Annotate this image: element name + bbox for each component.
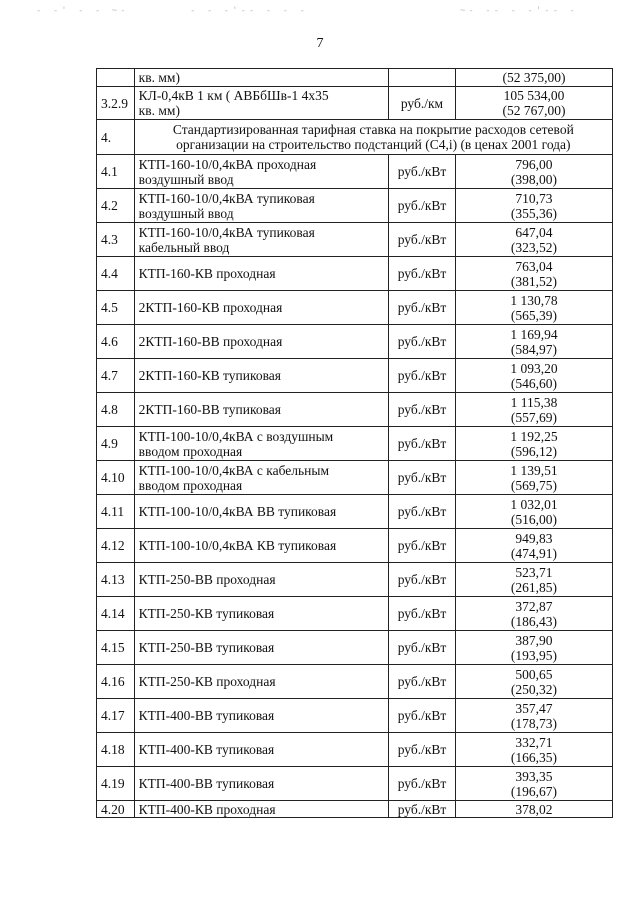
- row-unit: руб./кВт: [389, 189, 456, 223]
- row-number: 4.16: [97, 665, 135, 699]
- row-value: [455, 699, 612, 733]
- row-name-line: КТП-100-10/0,4кВА с кабельным: [138, 462, 330, 478]
- row-name: [134, 529, 388, 563]
- row-value: [455, 563, 612, 597]
- row-name: [134, 563, 388, 597]
- row-number: 4.4: [97, 257, 135, 291]
- row-name: [134, 665, 388, 699]
- row-value: [455, 597, 612, 631]
- row-number: 4.14: [97, 597, 135, 631]
- row-name: [134, 291, 388, 325]
- row-value-main: 387,90: [515, 632, 553, 648]
- row-name-line: КТП-250-ВВ тупиковая: [138, 640, 275, 655]
- row-value: [455, 291, 612, 325]
- row-unit: руб./кВт: [389, 393, 456, 427]
- row-number: 4.20: [97, 801, 135, 818]
- row-value: [455, 87, 612, 120]
- row-name: [134, 325, 388, 359]
- row-name-line: КТП-250-КВ тупиковая: [138, 606, 275, 621]
- table-row: [97, 733, 613, 767]
- scan-noise: - -' - - ~-: [36, 6, 129, 16]
- row-value-secondary: (565,39): [510, 307, 558, 323]
- row-name-line: КТП-160-10/0,4кВА тупиковая: [138, 190, 315, 206]
- row-value-secondary: (584,97): [510, 341, 558, 357]
- tariff-table: [96, 68, 613, 818]
- row-name: [134, 427, 388, 461]
- row-name: [134, 801, 388, 818]
- row-value-main: 523,71: [515, 564, 553, 580]
- row-name: кв. мм): [134, 69, 388, 87]
- row-value-secondary: (178,73): [510, 715, 558, 731]
- row-name-line: кв. мм): [138, 103, 180, 118]
- row-value-main: 500,65: [515, 666, 553, 682]
- row-name-line: КТП-100-10/0,4кВА ВВ тупиковая: [138, 504, 337, 519]
- row-unit: руб./км: [389, 87, 456, 120]
- row-name-line: 2КТП-160-КВ проходная: [138, 300, 283, 315]
- table-row: [97, 597, 613, 631]
- row-name: [134, 461, 388, 495]
- row-number: 4.2: [97, 189, 135, 223]
- row-value-secondary: (516,00): [510, 511, 558, 527]
- row-name-line: КТП-400-ВВ тупиковая: [138, 776, 275, 791]
- section-title-line: Стандартизированная тарифная ставка на покрытие расходов сетевой: [172, 122, 574, 137]
- row-number: 4.11: [97, 495, 135, 529]
- row-value-main: 1 130,78: [510, 292, 558, 308]
- section-number: 4.: [97, 120, 135, 155]
- row-name-line: вводом проходная: [138, 443, 243, 459]
- table-row: [97, 325, 613, 359]
- row-name-line: 2КТП-160-ВВ тупиковая: [138, 402, 281, 417]
- row-value-secondary: (569,75): [510, 477, 558, 493]
- row-unit: руб./кВт: [389, 767, 456, 801]
- row-name: [134, 155, 388, 189]
- row-value: [455, 529, 612, 563]
- row-name-line: КТП-160-10/0,4кВА проходная: [138, 156, 317, 172]
- row-name-line: кабельный ввод: [138, 239, 230, 255]
- row-name: [134, 393, 388, 427]
- table-row: [97, 665, 613, 699]
- row-unit: руб./кВт: [389, 155, 456, 189]
- scan-noise: ~- -- - -'-- -: [460, 6, 578, 16]
- row-value-secondary: (261,85): [510, 579, 558, 595]
- row-name: [134, 597, 388, 631]
- table-row: [97, 359, 613, 393]
- row-value-secondary: (250,32): [510, 681, 558, 697]
- row-value-main: 378,02: [515, 801, 553, 817]
- row-unit: руб./кВт: [389, 359, 456, 393]
- row-number: 4.18: [97, 733, 135, 767]
- row-value: [455, 665, 612, 699]
- row-value-main: 710,73: [515, 190, 553, 206]
- row-name-line: КТП-250-ВВ проходная: [138, 572, 276, 587]
- row-number: 4.15: [97, 631, 135, 665]
- row-unit: руб./кВт: [389, 461, 456, 495]
- row-number: 4.17: [97, 699, 135, 733]
- row-name: [134, 631, 388, 665]
- row-name-line: КТП-400-ВВ тупиковая: [138, 708, 275, 723]
- row-name: [134, 223, 388, 257]
- row-unit: руб./кВт: [389, 733, 456, 767]
- row-value-main: 105 534,00: [503, 88, 565, 103]
- table-row: [97, 801, 613, 818]
- row-value-secondary: (193,95): [510, 647, 558, 663]
- row-value: [455, 359, 612, 393]
- row-value-secondary: (557,69): [510, 409, 558, 425]
- row-value-secondary: (52 767,00): [502, 103, 566, 118]
- row-value: [455, 223, 612, 257]
- row-unit: руб./кВт: [389, 563, 456, 597]
- row-value: [455, 461, 612, 495]
- row-value: [455, 733, 612, 767]
- row-number: 4.6: [97, 325, 135, 359]
- row-value-main: 393,35: [515, 768, 553, 784]
- row-number: 4.10: [97, 461, 135, 495]
- row-value-main: 332,71: [515, 734, 553, 750]
- row-number: 4.7: [97, 359, 135, 393]
- row-name-line: 2КТП-160-ВВ проходная: [138, 334, 283, 349]
- table-row: [97, 291, 613, 325]
- row-unit: руб./кВт: [389, 529, 456, 563]
- row-unit: руб./кВт: [389, 631, 456, 665]
- row-value-main: 763,04: [515, 258, 553, 274]
- row-value-main: 647,04: [515, 224, 553, 240]
- table-row: [97, 529, 613, 563]
- row-value: [455, 189, 612, 223]
- row-unit: руб./кВт: [389, 801, 456, 818]
- row-name-line: КТП-160-КВ проходная: [138, 266, 276, 281]
- row-value-secondary: (474,91): [510, 545, 558, 561]
- table-row: [97, 427, 613, 461]
- row-value-secondary: (398,00): [510, 171, 558, 187]
- row-number: 4.9: [97, 427, 135, 461]
- table-row: [97, 495, 613, 529]
- row-unit: руб./кВт: [389, 427, 456, 461]
- row-value-secondary: (166,35): [510, 749, 558, 765]
- row-value: (52 375,00): [455, 69, 612, 87]
- row-name-line: КТП-100-10/0,4кВА КВ тупиковая: [138, 538, 337, 553]
- row-name-line: КЛ-0,4кВ 1 км ( АВБбШв-1 4х35: [138, 88, 329, 103]
- row-value-secondary: (186,43): [510, 613, 558, 629]
- row-unit: руб./кВт: [389, 223, 456, 257]
- table-row: [97, 393, 613, 427]
- row-value: [455, 155, 612, 189]
- row-value-main: 372,87: [515, 598, 553, 614]
- row-number: 4.13: [97, 563, 135, 597]
- row-number: [97, 69, 135, 87]
- row-value-secondary: (323,52): [510, 239, 558, 255]
- row-name: [134, 733, 388, 767]
- row-value-main: 1 115,38: [510, 394, 558, 410]
- row-name-line: вводом проходная: [138, 477, 243, 493]
- row-name: [134, 359, 388, 393]
- row-name: [134, 495, 388, 529]
- row-name: [134, 767, 388, 801]
- row-value-main: 949,83: [515, 530, 553, 546]
- table-row: [97, 87, 613, 120]
- row-name-line: воздушный ввод: [138, 205, 234, 221]
- row-value-secondary: (546,60): [510, 375, 558, 391]
- section-title: [134, 120, 612, 155]
- table-row: [97, 563, 613, 597]
- row-name-line: 2КТП-160-КВ тупиковая: [138, 368, 281, 383]
- row-unit: руб./кВт: [389, 257, 456, 291]
- row-number: 4.5: [97, 291, 135, 325]
- table-row: [97, 767, 613, 801]
- row-value: [455, 631, 612, 665]
- row-unit: руб./кВт: [389, 495, 456, 529]
- row-value-secondary: (196,67): [510, 783, 558, 799]
- row-value: [455, 767, 612, 801]
- table-row: [97, 189, 613, 223]
- table-row: [97, 223, 613, 257]
- page-number: 7: [316, 36, 324, 51]
- row-value: [455, 427, 612, 461]
- row-number: 3.2.9: [97, 87, 135, 120]
- row-name: [134, 189, 388, 223]
- row-value-main: 1 032,01: [510, 496, 558, 512]
- row-number: 4.12: [97, 529, 135, 563]
- row-value: [455, 325, 612, 359]
- row-value-main: 1 093,20: [510, 360, 558, 376]
- row-name-line: КТП-100-10/0,4кВА с воздушным: [138, 428, 334, 444]
- row-name-line: КТП-160-10/0,4кВА тупиковая: [138, 224, 315, 240]
- table-row: [97, 257, 613, 291]
- row-value-main: 1 169,94: [510, 326, 558, 342]
- row-number: 4.3: [97, 223, 135, 257]
- scan-noise: - - -'-- - - -: [190, 6, 308, 16]
- row-value-secondary: (355,36): [510, 205, 558, 221]
- row-unit: [389, 69, 456, 87]
- row-value: [455, 257, 612, 291]
- row-name-line: КТП-250-КВ проходная: [138, 674, 276, 689]
- table-row: [97, 699, 613, 733]
- row-unit: руб./кВт: [389, 597, 456, 631]
- row-value-main: 1 192,25: [510, 428, 558, 444]
- row-name: [134, 87, 388, 120]
- row-name: [134, 699, 388, 733]
- row-number: 4.8: [97, 393, 135, 427]
- row-value-secondary: (596,12): [510, 443, 558, 459]
- row-name-line: воздушный ввод: [138, 171, 234, 187]
- row-value-secondary: (381,52): [510, 273, 558, 289]
- row-name-line: КТП-400-КВ проходная: [138, 801, 276, 817]
- table-row: [97, 461, 613, 495]
- row-name-line: КТП-400-КВ тупиковая: [138, 742, 275, 757]
- row-value-main: 357,47: [515, 700, 553, 716]
- row-unit: руб./кВт: [389, 665, 456, 699]
- row-value: [455, 495, 612, 529]
- table-row: [97, 69, 613, 87]
- row-value-main: 1 139,51: [510, 462, 558, 478]
- row-unit: руб./кВт: [389, 699, 456, 733]
- row-value: [455, 393, 612, 427]
- row-number: 4.1: [97, 155, 135, 189]
- table-row: [97, 631, 613, 665]
- row-number: 4.19: [97, 767, 135, 801]
- row-unit: руб./кВт: [389, 291, 456, 325]
- row-value: [455, 801, 612, 818]
- section-title-line: организации на строительство подстанций (С4,i) (в ценах 2001 года): [176, 137, 571, 152]
- row-unit: руб./кВт: [389, 325, 456, 359]
- row-value-main: 796,00: [515, 156, 553, 172]
- section-header-row: [97, 120, 613, 155]
- table-row: [97, 155, 613, 189]
- row-name: [134, 257, 388, 291]
